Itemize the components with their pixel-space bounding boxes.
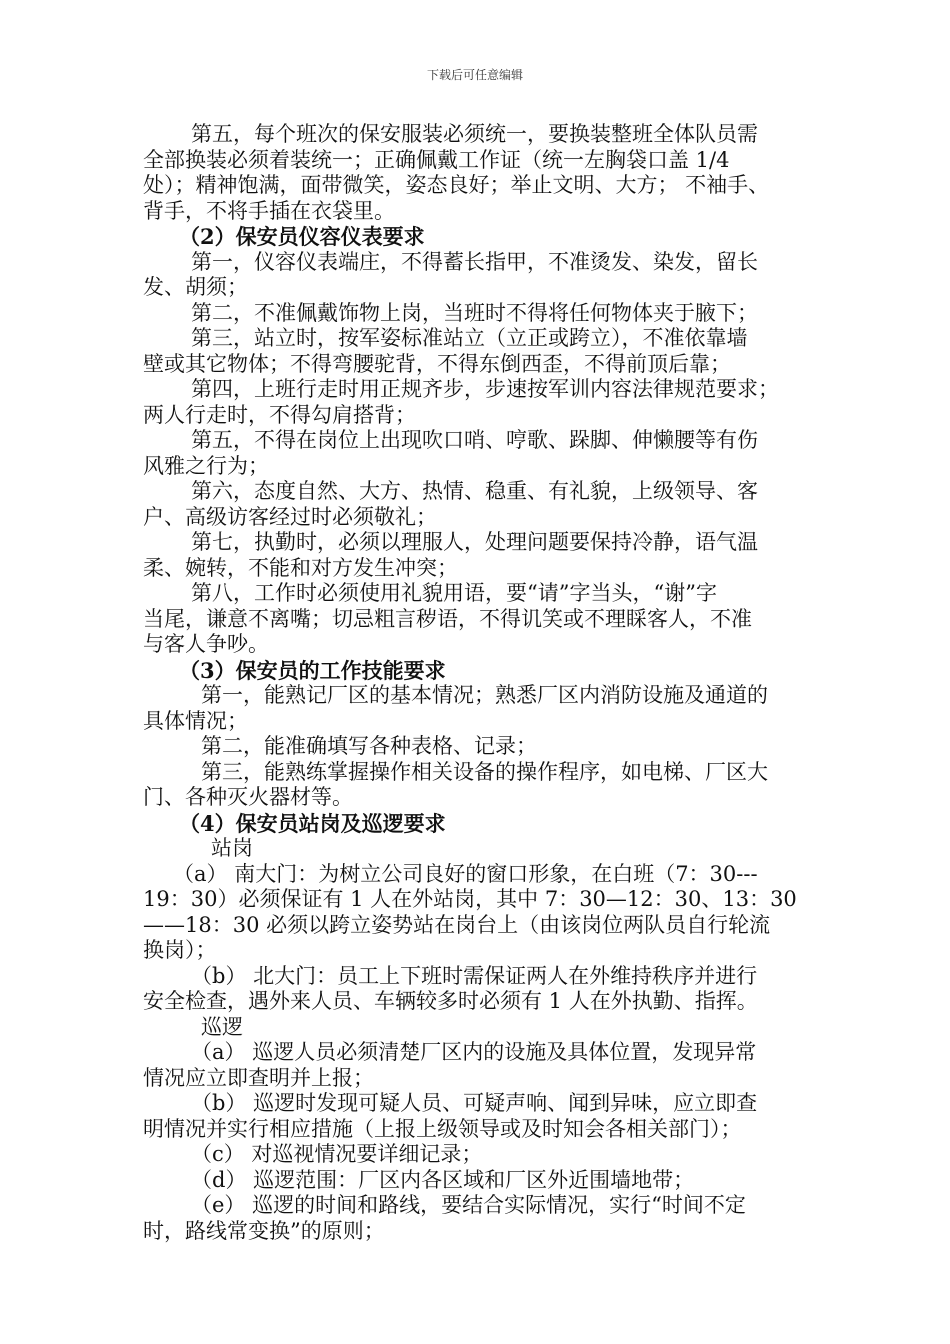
text-line: 背手，不将手插在衣袋里。: [143, 198, 395, 223]
text-line: （b） 巡逻时发现可疑人员、可疑声响、闻到异味，应立即查: [191, 1091, 758, 1115]
text-line: 当尾，谦意不离嘴；切忌粗言秽语，不得讥笑或不理睬客人，不准: [143, 606, 752, 631]
text-line: 全部换装必须着装统一；正确佩戴工作证（统一左胸袋口盖 1/4: [143, 147, 730, 172]
text-line: 壁或其它物体；不得弯腰驼背，不得东倒西歪，不得前顶后靠；: [143, 351, 731, 376]
text-line: 第五，不得在岗位上出现吹口哨、哼歌、跺脚、伸懒腰等有伤: [191, 428, 758, 452]
text-line: 具体情况；: [143, 708, 248, 733]
text-line: 处）；精神饱满，面带微笑，姿态良好；举止文明、大方； 不袖手、: [143, 173, 770, 197]
text-line: 第八，工作时必须使用礼貌用语，要“请”字当头，“谢”字: [191, 581, 717, 605]
text-line: 第五，每个班次的保安服装必须统一，要换装整班全体队员需: [191, 122, 758, 146]
text-line: （b） 北大门：员工上下班时需保证两人在外维持秩序并进行: [191, 963, 758, 988]
text-line: 风雅之行为；: [143, 453, 269, 478]
text-line: 明情况并实行相应措施（上报上级领导或及时知会各相关部门）；: [143, 1116, 742, 1141]
page-header: 下载后可任意编辑: [426, 68, 523, 82]
text-line: 第二，不准佩戴饰物上岗，当班时不得将任何物体夹于腋下；: [191, 300, 758, 325]
text-line: 发、胡须；: [143, 275, 248, 299]
section-heading: （3）保安员的工作技能要求: [179, 657, 446, 683]
text-line: （c） 对巡视情况要详细记录；: [191, 1142, 483, 1166]
text-line: （e） 巡逻的时间和路线，要结合实际情况，实行“时间不定: [191, 1193, 746, 1217]
text-line: 第六，态度自然、大方、热情、稳重、有礼貌，上级领导、客: [191, 479, 758, 503]
text-line: 情况应立即查明并上报；: [143, 1065, 374, 1090]
text-line: 两人行走时，不得勾肩搭背；: [143, 402, 416, 427]
text-line: 与客人争吵。: [143, 632, 269, 656]
text-line: （a） 巡逻人员必须清楚厂区内的设施及具体位置，发现异常: [191, 1040, 757, 1064]
text-line: 站岗: [211, 836, 253, 860]
text-line: 第二，能准确填写各种表格、记录；: [201, 734, 537, 758]
document-body: [143, 122, 815, 1244]
text-line: 第一，仪容仪表端庄，不得蓄长指甲，不准烫发、染发，留长: [191, 249, 758, 274]
text-line: 巡逻: [201, 1014, 243, 1039]
text-line: 第一，能熟记厂区的基本情况；熟悉厂区内消防设施及通道的: [201, 683, 768, 707]
section-heading: （4）保安员站岗及巡逻要求: [179, 810, 446, 836]
section-heading: （2）保安员仪容仪表要求: [179, 224, 425, 249]
text-line: （a） 南大门：为树立公司良好的窗口形象，在白班（7：30---: [173, 861, 758, 886]
text-line: 第七，执勤时，必须以理服人，处理问题要保持冷静，语气温: [191, 530, 758, 554]
text-line: 第四，上班行走时用正规齐步，步速按军训内容法律规范要求；: [191, 377, 779, 401]
text-line: 户、高级访客经过时必须敬礼；: [143, 504, 437, 529]
text-line: 19：30）必须保证有 1 人在外站岗，其中 7：30—12：30、13：30: [143, 887, 797, 911]
text-line: ——18：30 必须以跨立姿势站在岗台上（由该岗位两队员自行轮流: [143, 912, 771, 937]
text-line: 时，路线常变换”的原则；: [143, 1218, 385, 1243]
text-line: 门、各种灭火器材等。: [143, 785, 353, 809]
text-line: 换岗）；: [143, 938, 217, 962]
text-line: 安全检查，遇外来人员、车辆较多时必须有 1 人在外执勤、指挥。: [143, 989, 758, 1013]
text-line: （d） 巡逻范围：厂区内各区域和厂区外近围墙地带；: [191, 1167, 695, 1192]
text-line: 第三，站立时，按军姿标准站立（立正或跨立），不准依靠墙: [191, 326, 748, 350]
text-line: 第三，能熟练掌握操作相关设备的操作程序，如电梯、厂区大: [201, 759, 768, 784]
text-line: 柔、婉转，不能和对方发生冲突；: [143, 555, 458, 580]
